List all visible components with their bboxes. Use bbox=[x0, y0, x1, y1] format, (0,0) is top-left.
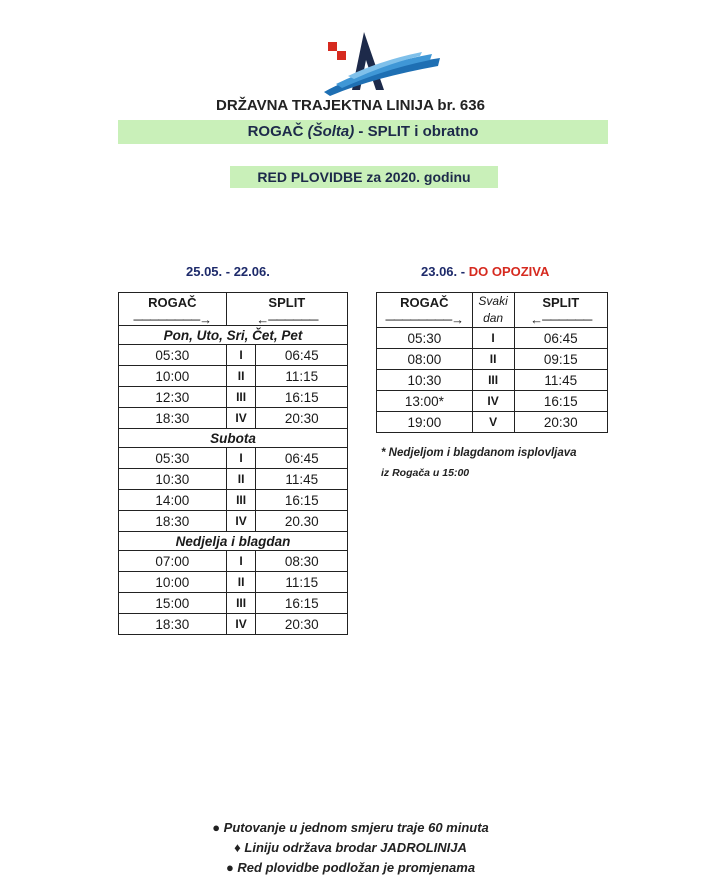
table-row bbox=[119, 469, 348, 490]
departure-split: 11:45 bbox=[514, 370, 608, 391]
departure-rogac: 10:00 bbox=[119, 366, 227, 387]
departure-split: 16:15 bbox=[256, 490, 348, 511]
col-to-header: SPLIT ←────── bbox=[514, 293, 608, 328]
period2-label bbox=[421, 264, 549, 279]
departure-split: 08:30 bbox=[256, 551, 348, 572]
route-island: (Šolta) bbox=[307, 123, 355, 140]
trip-number: II bbox=[472, 349, 514, 370]
table-row bbox=[119, 448, 348, 469]
departure-rogac: 10:30 bbox=[119, 469, 227, 490]
route-to: - SPLIT i obratno bbox=[358, 123, 479, 140]
trip-number: I bbox=[472, 328, 514, 349]
period2-label-start: 23.06. - bbox=[421, 264, 466, 279]
section-title: Pon, Uto, Sri, Čet, Pet bbox=[119, 326, 348, 345]
departure-split: 11:45 bbox=[256, 469, 348, 490]
period1-timetable bbox=[118, 292, 348, 635]
trip-number: IV bbox=[472, 391, 514, 412]
departure-rogac: 13:00* bbox=[377, 391, 473, 412]
footer-duration: ● Putovanje u jednom smjeru traje 60 minuta bbox=[212, 820, 489, 835]
departure-split: 16:15 bbox=[514, 391, 608, 412]
departure-rogac: 05:30 bbox=[377, 328, 473, 349]
trip-number: III bbox=[226, 387, 256, 408]
route-from: ROGAČ bbox=[247, 123, 304, 140]
departure-rogac: 05:30 bbox=[119, 345, 227, 366]
departure-split: 06:45 bbox=[256, 448, 348, 469]
table-row bbox=[119, 511, 348, 532]
departure-split: 11:15 bbox=[256, 366, 348, 387]
departure-split: 16:15 bbox=[256, 387, 348, 408]
ferry-logo-icon bbox=[322, 30, 442, 100]
departure-rogac: 18:30 bbox=[119, 408, 227, 429]
sunday-note: * Nedjeljom i blagdanom isplovljava bbox=[381, 447, 577, 459]
trip-number: V bbox=[472, 412, 514, 433]
period1-label: 25.05. - 22.06. bbox=[186, 264, 270, 279]
season-banner: RED PLOVIDBE za 2020. godinu bbox=[230, 166, 498, 188]
sunday-note-time: iz Rogača u 15:00 bbox=[381, 467, 470, 479]
table-row bbox=[119, 593, 348, 614]
table-row bbox=[377, 328, 608, 349]
trip-number: IV bbox=[226, 614, 256, 635]
table-row bbox=[119, 614, 348, 635]
col-to-header: SPLIT ←────── bbox=[226, 293, 347, 326]
trip-number: II bbox=[226, 469, 256, 490]
footer-operator: ♦ Liniju održava brodar JADROLINIJA bbox=[234, 840, 467, 855]
departure-rogac: 08:00 bbox=[377, 349, 473, 370]
departure-split: 20:30 bbox=[256, 614, 348, 635]
table-row bbox=[119, 572, 348, 593]
arrow-right-icon: ────────→ bbox=[385, 312, 464, 327]
table-row bbox=[119, 490, 348, 511]
arrow-left-icon: ←────── bbox=[256, 312, 318, 327]
section-header bbox=[119, 429, 348, 448]
arrow-right-icon: ────────→ bbox=[133, 312, 212, 327]
departure-rogac: 18:30 bbox=[119, 614, 227, 635]
departure-split: 11:15 bbox=[256, 572, 348, 593]
arrow-left-icon: ←────── bbox=[530, 312, 592, 327]
departure-rogac: 12:30 bbox=[119, 387, 227, 408]
departure-split: 16:15 bbox=[256, 593, 348, 614]
departure-rogac: 10:00 bbox=[119, 572, 227, 593]
trip-number: I bbox=[226, 345, 256, 366]
route-banner bbox=[118, 120, 608, 144]
departure-split: 06:45 bbox=[514, 328, 608, 349]
table-row bbox=[377, 370, 608, 391]
table-row bbox=[377, 391, 608, 412]
col-every-day-header: Svaki dan bbox=[472, 293, 514, 328]
departure-split: 20:30 bbox=[514, 412, 608, 433]
section-header bbox=[119, 326, 348, 345]
departure-rogac: 07:00 bbox=[119, 551, 227, 572]
departure-split: 20:30 bbox=[256, 408, 348, 429]
trip-number: IV bbox=[226, 511, 256, 532]
section-header bbox=[119, 532, 348, 551]
line-title: DRŽAVNA TRAJEKTNA LINIJA br. 636 bbox=[216, 97, 485, 114]
trip-number: II bbox=[226, 366, 256, 387]
table-row bbox=[119, 408, 348, 429]
section-title: Nedjelja i blagdan bbox=[119, 532, 348, 551]
period2-timetable bbox=[376, 292, 608, 433]
departure-split: 06:45 bbox=[256, 345, 348, 366]
table-row bbox=[119, 551, 348, 572]
table-row bbox=[119, 366, 348, 387]
departure-split: 09:15 bbox=[514, 349, 608, 370]
footer-changes: ● Red plovidbe podložan je promjenama bbox=[225, 860, 476, 875]
departure-rogac: 19:00 bbox=[377, 412, 473, 433]
table-row bbox=[377, 349, 608, 370]
trip-number: I bbox=[226, 448, 256, 469]
departure-rogac: 15:00 bbox=[119, 593, 227, 614]
departure-rogac: 14:00 bbox=[119, 490, 227, 511]
trip-number: III bbox=[226, 593, 256, 614]
departure-rogac: 05:30 bbox=[119, 448, 227, 469]
col-from-header: ROGAČ ────────→ bbox=[119, 293, 227, 326]
table-row bbox=[119, 345, 348, 366]
trip-number: III bbox=[472, 370, 514, 391]
departure-rogac: 10:30 bbox=[377, 370, 473, 391]
trip-number: II bbox=[226, 572, 256, 593]
section-title: Subota bbox=[119, 429, 348, 448]
departure-rogac: 18:30 bbox=[119, 511, 227, 532]
trip-number: I bbox=[226, 551, 256, 572]
trip-number: III bbox=[226, 490, 256, 511]
col-from-header: ROGAČ ────────→ bbox=[377, 293, 473, 328]
departure-split: 20.30 bbox=[256, 511, 348, 532]
period2-label-end: DO OPOZIVA bbox=[468, 264, 550, 279]
trip-number: IV bbox=[226, 408, 256, 429]
table-row bbox=[377, 412, 608, 433]
table-row bbox=[119, 387, 348, 408]
